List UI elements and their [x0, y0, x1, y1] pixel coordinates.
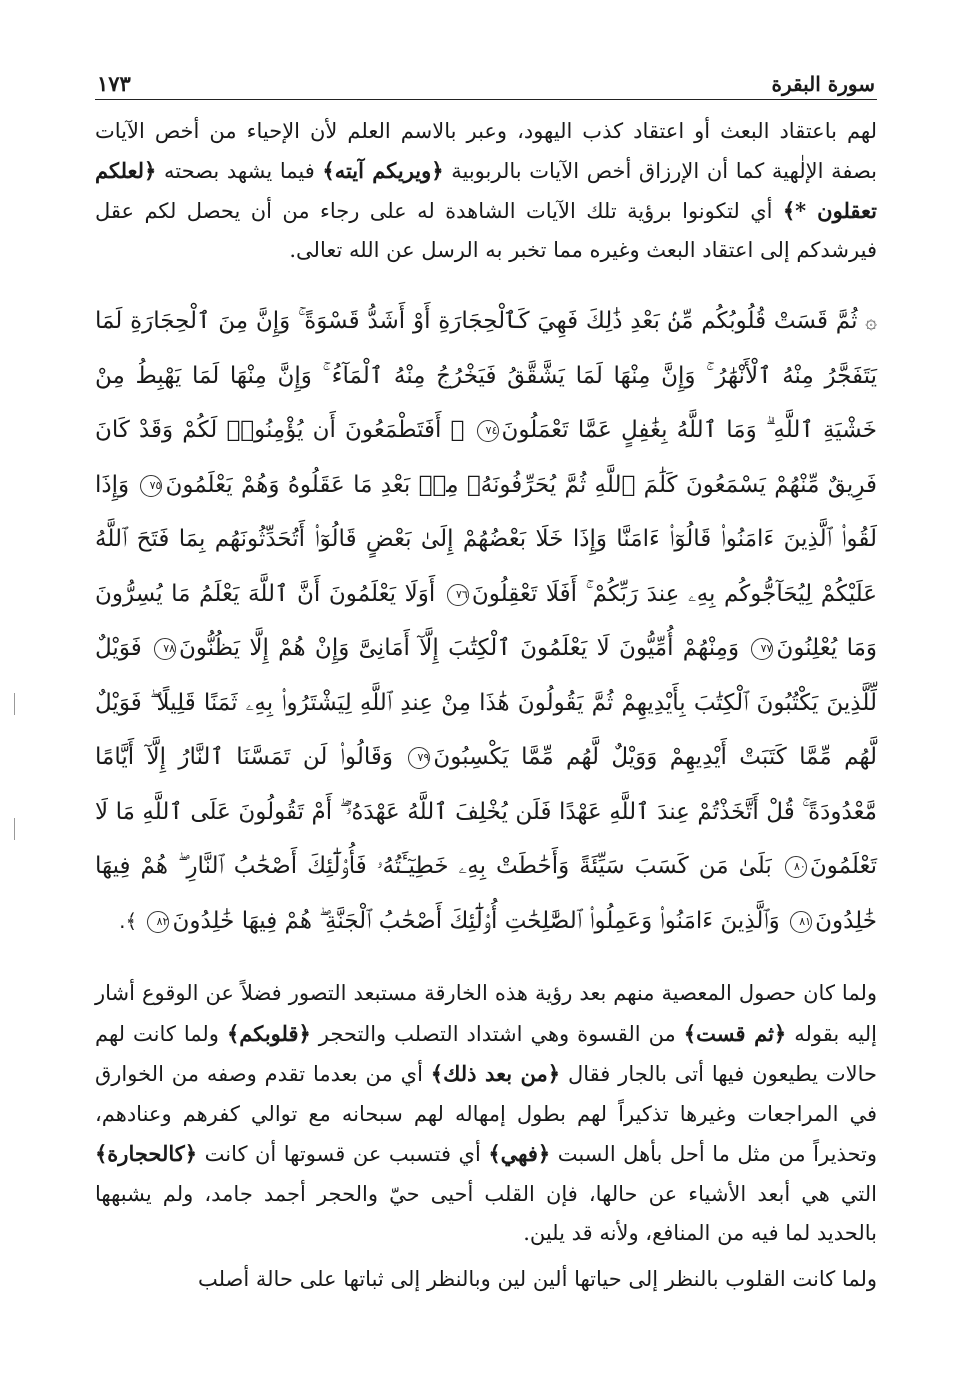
page-number: ١٧٣: [97, 71, 131, 96]
bold-quran-quote: ﴿قلوبكم﴾: [226, 1020, 311, 1046]
commentary-text: ولما كان حصول المعصية منهم بعد رؤية هذه الخارقة مستبعد التصور فضلاً عن الوقوع أشار إليه بقوله: [95, 981, 877, 1046]
commentary-text: أي فتسبب عن قسوتها أن كانت: [197, 1142, 489, 1166]
verse-text: ثُمَّ قَسَتْ قُلُوبُكُم مِّنۢ بَعْدِ ذَٰلِكَ فَهِيَ كَٱلْحِجَارَةِ أَوْ أَشَدُّ قَسْوَةً ۚ وَإِنَّ مِنَ ٱلْحِجَارَةِ لَمَا يَتَفَجَّرُ مِنْهُ ٱلْأَنْهَٰرُ ۚ وَإِنَّ مِنْهَا لَمَا يَشَّقَّقُ فَيَخْرُجُ مِنْهُ ٱلْمَآءُ ۚ وَإِنَّ مِنْهَا لَمَا يَهْبِطُ مِنْ خَشْيَةِ ٱللَّهِ ۗ وَمَا ٱللَّهُ بِغَٰفِلٍ عَمَّا تَعْمَلُونَ: [95, 308, 877, 443]
commentary-text: التي هي أبعد الأشياء عن حالها، فإن القلب أحيى حيّ والحجر أجمد جامد، ولم يشبهها بالحديد لما فيه من المنافع، ولأنه قد يلين.: [95, 1181, 877, 1245]
verse-text: وَإِذَا لَقُوا۟ ٱلَّذِينَ ءَامَنُوا۟ قَالُوٓا۟ ءَامَنَّا وَإِذَا خَلَا بَعْضُهُمْ إِلَىٰ بَعْضٍ قَالُوٓا۟ أَتُحَدِّثُونَهُم بِمَا فَتَحَ ٱللَّهُ عَلَيْكُمْ لِيُحَآجُّوكُم بِهِۦ عِندَ رَبِّكُمْ ۚ أَفَلَا تَعْقِلُونَ: [95, 471, 878, 607]
verse-number-marker: ٧٦: [447, 584, 469, 606]
commentary-text: من القسوة وهي اشتداد التصلب والتحجر: [310, 1021, 684, 1046]
bold-quran-quote: ﴿من بعد ذلك﴾: [430, 1061, 561, 1086]
verse-number-marker: ٨٢: [147, 911, 169, 933]
verse-text: وَقَالُوا۟ لَن تَمَسَّنَا ٱلنَّارُ إِلَّآ أَيَّامًا مَّعْدُودَةً ۚ قُلْ أَتَّخَذْتُمْ عِندَ ٱللَّهِ عَهْدًا فَلَن يُخْلِفَ ٱللَّهُ عَهْدَهُۥٓ ۖ أَمْ تَقُولُونَ عَلَى ٱللَّهِ مَا لَا تَعْلَمُونَ: [95, 744, 877, 879]
verse-number-marker: ٧٨: [154, 638, 176, 660]
commentary-text: ولما كانت لهم حالات يطيعون فيها أتى بالجار فقال: [95, 1021, 877, 1086]
verse-text: أَوَلَا يَعْلَمُونَ أَنَّ ٱللَّهَ يَعْلَمُ مَا يُسِرُّونَ وَمَا يُعْلِنُونَ: [95, 580, 878, 661]
commentary-paragraph-3: ولما كانت القلوب بالنظر إلى حياتها ألين لين وبالنظر إلى ثباتها على حالة أصلب: [197, 1266, 877, 1291]
commentary-paragraph-1: [95, 112, 877, 270]
scan-margin-mark: [14, 818, 15, 840]
quran-verses-block: [95, 294, 877, 948]
commentary-paragraph-2: [95, 974, 877, 1254]
verse-number-marker: ٧٧: [751, 638, 773, 660]
verse-ornament-close: ﴾.: [119, 908, 138, 933]
verse-number-marker: ٨٠: [785, 856, 807, 878]
verse-text: ۞ أَفَتَطْمَعُونَ أَن يُؤْمِنُوا۟ لَكُمْ وَقَدْ كَانَ فَرِيقٌ مِّنْهُمْ يَسْمَعُونَ كَلَٰمَ ٱللَّهِ ثُمَّ يُحَرِّفُونَهُۥ مِنۢ بَعْدِ مَا عَقَلُوهُ وَهُمْ يَعْلَمُونَ: [95, 417, 878, 498]
bold-quran-quote: ﴿ثم قست﴾: [683, 1020, 787, 1046]
verse-number-marker: ٨١: [790, 911, 812, 933]
surah-title: سورة البقرة: [771, 72, 875, 96]
verse-text: وَٱلَّذِينَ ءَامَنُوا۟ وَعَمِلُوا۟ ٱلصَّٰلِحَٰتِ أُو۟لَٰٓئِكَ أَصْحَٰبُ ٱلْجَنَّةِ ۖ هُمْ فِيهَا خَٰلِدُونَ: [172, 907, 780, 934]
verse-text: وَمِنْهُمْ أُمِّيُّونَ لَا يَعْلَمُونَ ٱلْكِتَٰبَ إِلَّآ أَمَانِىَّ وَإِنْ هُمْ إِلَّا يَظُنُّونَ: [179, 635, 740, 661]
verse-text: بَلَىٰ مَن كَسَبَ سَيِّئَةً وَأَحَٰطَتْ بِهِۦ خَطِيٓـَٔتُهُۥ فَأُو۟لَٰٓئِكَ أَصْحَٰبُ ٱلنَّارِ ۖ هُمْ فِيهَا خَٰلِدُونَ: [95, 853, 877, 934]
bold-quran-quote: ﴿ويريكم آيته﴾: [322, 158, 444, 183]
scan-margin-mark: [14, 693, 15, 715]
commentary-text: أي من بعدما تقدم وصفه من الخوارق في المراجعات وغيرها تذكيراً لهم بطول إمهاله لهم سبحانه مع توالي كفرهم وعنادهم، وتحذيراً من مثل ما أحل بأهل السبت: [95, 1062, 878, 1166]
bold-quran-quote: ﴿كالحجارة﴾: [95, 1141, 198, 1166]
book-page: [95, 62, 877, 1299]
bold-quran-quote: ﴿لعلكم تعقلون *﴾: [95, 158, 878, 223]
verse-ornament-open: ۞: [865, 309, 878, 333]
page-header: [95, 62, 877, 100]
commentary-text: أي لتكونوا برؤية تلك الآيات الشاهدة له على رجاء من أن يحصل لكم عقل فيرشدكم إلى اعتقاد البعث وغيره مما تخبر به الرسل عن الله تعالى.: [95, 199, 877, 262]
verse-number-marker: ٧٤: [477, 420, 499, 442]
commentary-text: فيما يشهد بصحته: [156, 159, 323, 183]
commentary-text: لهم باعتقاد البعث أو اعتقاد كذب اليهود، وعبر بالاسم العلم لأن الإحياء من أخص الآيات بصفة الإلٰهية كما أن الإرزاق أخص الآيات بالربوبية: [95, 119, 878, 183]
verse-number-marker: ٧٥: [140, 475, 162, 497]
verse-text: فَوَيْلٌ لِّلَّذِينَ يَكْتُبُونَ ٱلْكِتَٰبَ بِأَيْدِيهِمْ ثُمَّ يَقُولُونَ هَٰذَا مِنْ عِندِ ٱللَّهِ لِيَشْتَرُوا۟ بِهِۦ ثَمَنًا قَلِيلًا ۖ فَوَيْلٌ لَّهُم مِّمَّا كَتَبَتْ أَيْدِيهِمْ وَوَيْلٌ لَّهُم مِّمَّا يَكْسِبُونَ: [95, 635, 877, 770]
bold-quran-quote: ﴿فهي﴾: [488, 1141, 551, 1166]
verse-number-marker: ٧٩: [408, 747, 430, 769]
